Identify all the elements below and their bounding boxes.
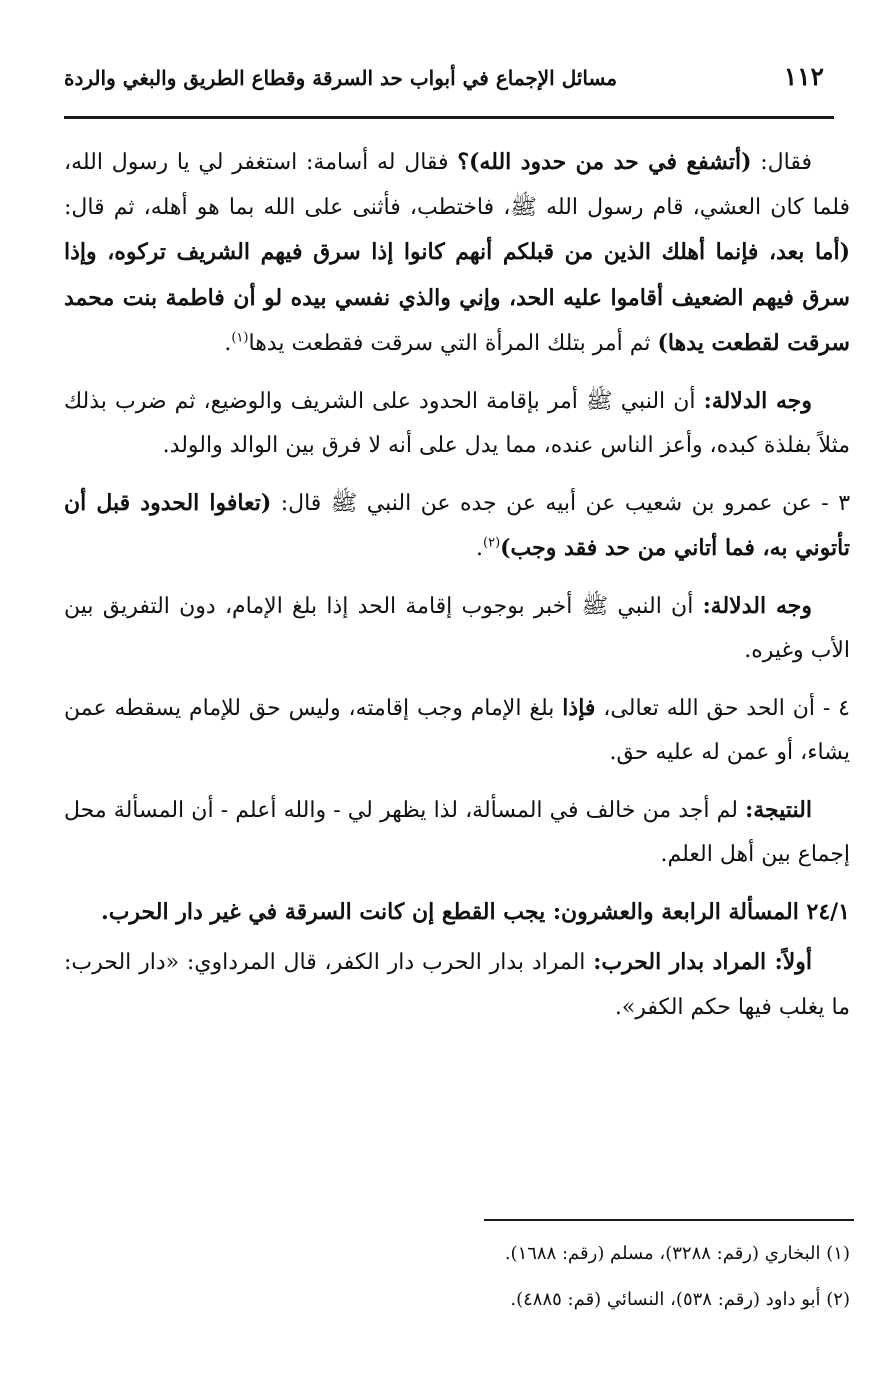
paragraph-point-4: ٤ - أن الحد حق الله تعالى، فإذا بلغ الإمام وجب إقامته، وليس حق للإمام يسقطه عمن يشاء، أو عمن له عليه حق. xyxy=(64,694,850,765)
section-heading xyxy=(64,890,850,935)
footnote-text: البخاري (رقم: ٣٢٨٨)، مسلم (رقم: ١٦٨٨). xyxy=(504,1243,821,1264)
evidence-label: وجه الدلالة: xyxy=(702,592,812,619)
footnote-ref-2: (٢) xyxy=(483,535,501,551)
paragraph-definition: أولاً: المراد بدار الحرب: المراد بدار الحرب دار الكفر، قال المرداوي: «دار الحرب: ما يغلب فيها حكم الكفر». xyxy=(64,949,850,1020)
footnote-1 xyxy=(64,1236,850,1272)
running-title: مسائل الإجماع في أبواب حد السرقة وقطاع الطريق والبغي والردة xyxy=(64,66,618,90)
definition-label: أولاً: المراد بدار الحرب: xyxy=(593,949,813,975)
conclusion-label: النتيجة: xyxy=(745,796,812,823)
header-divider xyxy=(64,116,834,119)
paragraph-evidence-2: وجه الدلالة: أن النبي ﷺ أخبر بوجوب إقامة الحد إذا بلغ الإمام، دون التفريق بين الأب وغيره. xyxy=(64,592,850,663)
paragraph-point-3: ٣ - عن عمرو بن شعيب عن أبيه عن جده عن النبي ﷺ قال: (تعافوا الحدود قبل أن تأتوني به، فما أتاني من حد فقد وجب)$^{(٢)}$. xyxy=(64,489,851,561)
page-number: ١١٢ xyxy=(783,62,824,91)
footnote-number: (١) xyxy=(826,1243,850,1264)
section-title: المسألة الرابعة والعشرون: يجب القطع إن كانت السرقة في غير دار الحرب. xyxy=(101,898,799,925)
footnotes xyxy=(64,1236,850,1328)
point-number: ٣ - xyxy=(821,490,851,516)
evidence-label: وجه الدلالة: xyxy=(703,387,812,414)
paragraph-conclusion: النتيجة: لم أجد من خالف في المسألة، لذا يظهر لي - والله أعلم - أن المسألة محل إجماع بين أهل العلم. xyxy=(64,796,850,867)
footnote-ref-1: (١) xyxy=(231,330,249,346)
main-text xyxy=(64,140,850,1042)
point-number: ٤ - xyxy=(822,695,850,721)
page-header xyxy=(64,58,824,106)
footnote-divider xyxy=(484,1219,854,1221)
section-number: ٢٤/١ xyxy=(806,898,850,925)
paragraph-evidence-1: وجه الدلالة: أن النبي ﷺ أمر بإقامة الحدود على الشريف والوضيع، ثم ضرب بذلك مثلاً بفلذة كبده، وأعز الناس عنده، مما يدل على أنه لا فرق بين الوالد والولد. xyxy=(64,387,850,458)
footnote-2 xyxy=(64,1282,850,1318)
footnote-text: أبو داود (رقم: ٥٣٨)، النسائي (قم: ٤٨٨٥). xyxy=(510,1289,821,1310)
paragraph-hadith-fatima: فقال: (أتشفع في حد من حدود الله)؟ فقال له أسامة: استغفر لي يا رسول الله، فلما كان العشي، قام رسول الله ﷺ، فاختطب، فأثنى على الله بما هو أهله، ثم قال: (أما بعد، فإنما أهلك الذين من قبلكم أنهم كانوا إذا سرق فيهم الشريف تركوه، وإذا سرق فيهم الضعيف أقاموا عليه الحد، وإني والذي نفسي بيده لو أن فاطمة بنت محمد سرقت لقطعت يدها) ثم أمر بتلك المرأة التي سرقت فقطعت يدها$^{(١)}$. xyxy=(64,149,850,356)
footnote-number: (٢) xyxy=(826,1289,850,1310)
